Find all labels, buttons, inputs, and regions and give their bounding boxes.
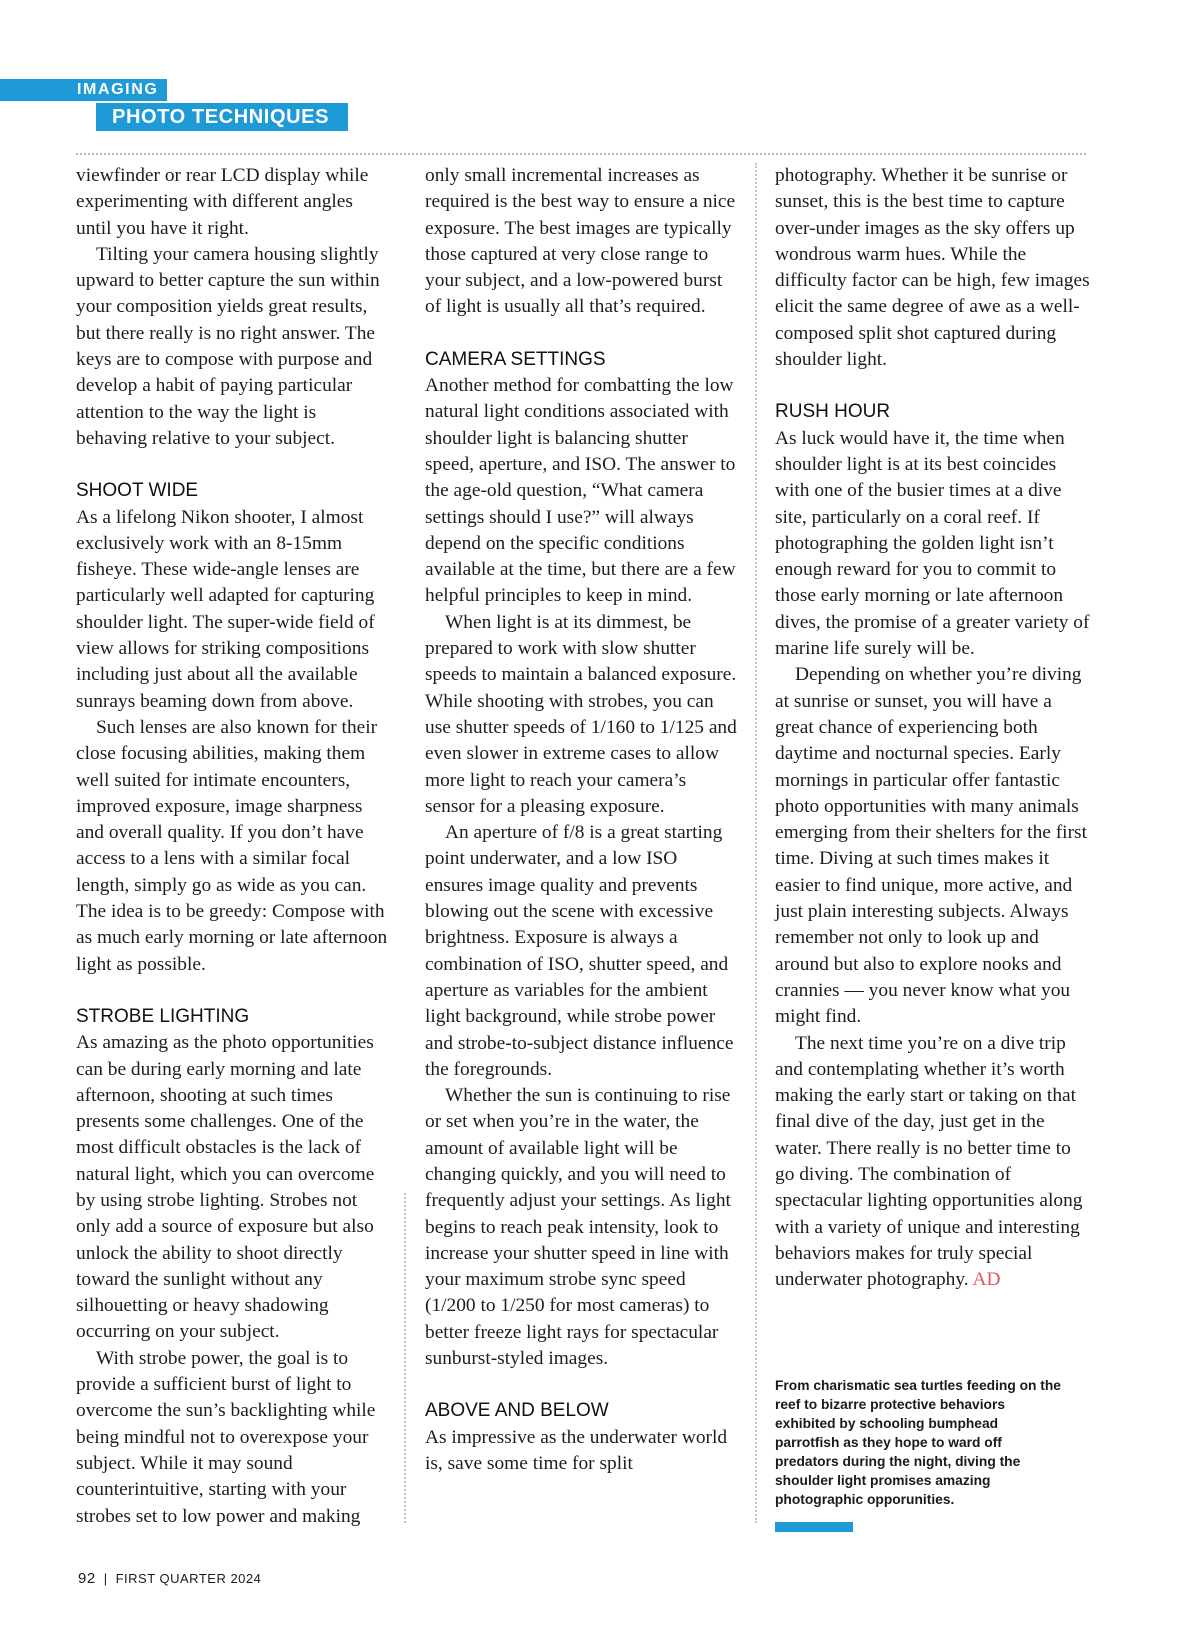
column-3	[775, 163, 1090, 1293]
section-tag: IMAGING	[0, 79, 167, 101]
photo-caption: From charismatic sea turtles feeding on the reef to bizarre protective behaviors exhibited by schooling bumphead parrotfish as they hope to ward off predators during the night, diving the shoulder light promises amazing photographic opporunities.	[775, 1378, 1061, 1507]
paragraph: As luck would have it, the time when shoulder light is at its best coincides with one of the busier times at a dive site, particularly on a coral reef. If photographing the golden light isn’t enough reward for you to commit to those early morning or late afternoon dives, the promise of a greater variety of marine life surely will be.	[775, 427, 1090, 660]
column-1	[76, 163, 391, 1530]
column-divider	[755, 163, 757, 1523]
subsection-tag: PHOTO TECHNIQUES	[96, 103, 348, 131]
subheading-above-and-below: ABOVE AND BELOW	[425, 1400, 609, 1422]
paragraph: Depending on whether you’re diving at sunrise or sunset, you will have a great chance of experiencing both daytime and nocturnal species. Early mornings in particular offer fantastic photo opportunities with many animals emerging from their shelters for the first time. Diving at such times makes it easier to find unique, more active, and just plain interesting subjects. Always remember not only to look up and around but also to explore nooks and crannies — you never know what you might find.	[775, 664, 1087, 1028]
paragraph-text: The next time you’re on a dive trip and contemplating whether it’s worth making the early start or taking on that final dive of the day, just get in the water. There really is no better time to go diving. The combination of spectacular lighting opportunities along with a variety of unique and interesting behaviors makes for truly special underwater photography.	[775, 1032, 1083, 1291]
column-divider	[404, 1193, 406, 1523]
paragraph-final	[775, 1031, 1090, 1294]
issue-label: FIRST QUARTER 2024	[115, 1571, 262, 1586]
header-divider	[76, 153, 1086, 155]
footer-separator: |	[103, 1571, 108, 1586]
page-footer	[78, 1570, 261, 1587]
paragraph: As a lifelong Nikon shooter, I almost exclusively work with an 8-15mm fisheye. These wide-angle lenses are particularly well adapted for capturing shoulder light. The super-wide field of view allows for striking compositions including just about all the available sunrays beaming down from above.	[76, 506, 375, 712]
end-mark: AD	[972, 1269, 1001, 1291]
paragraph: An aperture of f/8 is a great starting point underwater, and a low ISO ensures image quality and prevents blowing out the scene with excessive brightness. Exposure is always a combination of ISO, shutter speed, and aperture as variables for the ambient light background, while strobe power and strobe-to-subject distance influence the foregrounds.	[425, 822, 734, 1080]
paragraph: viewfinder or rear LCD display while experimenting with different angles until you have it right.	[76, 165, 369, 239]
paragraph: Another method for combatting the low natural light conditions associated with shoulder light is balancing shutter speed, aperture, and ISO. The answer to the age-old question, “What camera settings should I use?” will always depend on the specific conditions available at the time, but there are a few helpful principles to keep in mind.	[425, 375, 736, 607]
paragraph: Whether the sun is continuing to rise or set when you’re in the water, the amount of available light will be changing quickly, and you will need to frequently adjust your settings. As light begins to reach peak intensity, look to increase your shutter speed in line with your maximum strobe sync speed (1/200 to 1/250 for most cameras) to better freeze light rays for spectacular sunburst-styled images.	[425, 1085, 731, 1370]
caption-accent-bar	[775, 1522, 853, 1532]
paragraph: Tilting your camera housing slightly upward to better capture the sun within your composition yields great results, but there really is no right answer. The keys are to compose with purpose and develop a habit of paying particular attention to the way the light is behaving relative to your subject.	[76, 243, 380, 449]
subheading-camera-settings: CAMERA SETTINGS	[425, 348, 606, 370]
subheading-rush-hour: RUSH HOUR	[775, 401, 891, 423]
paragraph: With strobe power, the goal is to provide a sufficient burst of light to overcome the sun’s backlighting while being mindful not to overexpose your subject. While it may sound counterintuitive, starting with your strobes set to low power and making	[76, 1347, 376, 1527]
paragraph: Such lenses are also known for their close focusing abilities, making them well suited for intimate encounters, improved exposure, image sharpness and overall quality. If you don’t have access to a lens with a similar focal length, simply go as wide as you can. The idea is to be greedy: Compose with as much early morning or late afternoon light as possible.	[76, 716, 388, 975]
paragraph: As impressive as the underwater world is, save some time for split	[425, 1426, 728, 1474]
subheading-shoot-wide: SHOOT WIDE	[76, 480, 199, 502]
subheading-strobe-lighting: STROBE LIGHTING	[76, 1005, 250, 1027]
paragraph: When light is at its dimmest, be prepared to work with slow shutter speeds to maintain a balanced exposure. While shooting with strobes, you can use shutter speeds of 1/160 to 1/125 and even slower in extreme cases to allow more light to reach your camera’s sensor for a pleasing exposure.	[425, 611, 737, 817]
page-number: 92	[78, 1570, 96, 1587]
paragraph: only small incremental increases as required is the best way to ensure a nice exposure. The best images are typically those captured at very close range to your subject, and a low-powered burst of light is usually all that’s required.	[425, 165, 736, 318]
column-2	[425, 163, 740, 1477]
paragraph: As amazing as the photo opportunities can be during early morning and late afternoon, shooting at such times presents some challenges. One of the most difficult obstacles is the lack of natural light, which you can overcome by using strobe lighting. Strobes not only add a source of exposure but also unlock the ability to shoot directly toward the sunlight without any silhouetting or heavy shadowing occurring on your subject.	[76, 1032, 375, 1343]
paragraph: photography. Whether it be sunrise or sunset, this is the best time to capture over-under images as the sky offers up wondrous warm hues. While the difficulty factor can be high, few images elicit the same degree of awe as a well-composed split shot captured during shoulder light.	[775, 165, 1090, 371]
